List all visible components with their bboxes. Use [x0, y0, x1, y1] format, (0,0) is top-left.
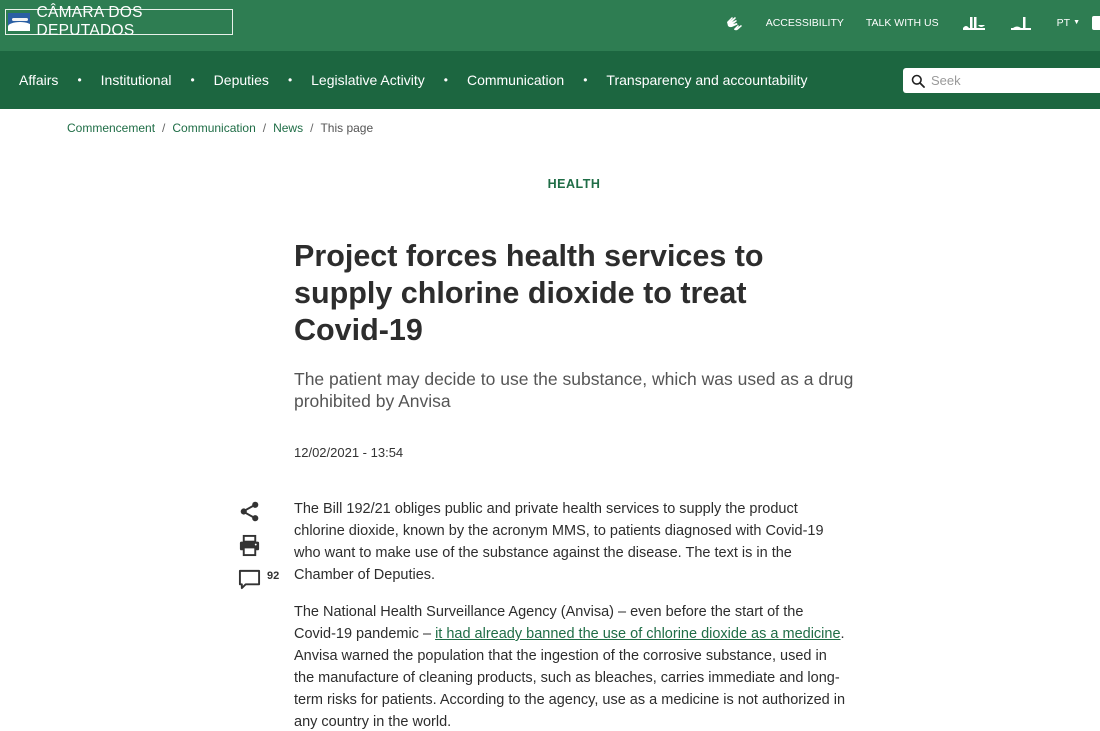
nav-item-legislative-activity[interactable]: Legislative Activity — [311, 72, 425, 88]
building-link-2[interactable] — [1009, 14, 1035, 32]
article-paragraph-1: The Bill 192/21 obliges public and private health services to supply the product chlorine dioxide, known by the acronym MMS, to patients diagnosed with Covid-19 who want to make use of the substance against the disease. The text is in the Chamber of Deputies. — [294, 501, 824, 583]
nav-separator: • — [583, 73, 588, 87]
nav-item-institutional[interactable]: Institutional — [100, 72, 172, 88]
nav-separator: • — [443, 73, 448, 87]
paragraph-2-text-end: . Anvisa warned the population that the ingestion of the corrosive substance, used in the manufacture of cleaning products, such as bleaches, carries immediate and long-term risks for patients. According to the agency, use as a medicine is not authorized in any country in the world. — [294, 626, 846, 730]
article-title: Project forces health services to supply chlorine dioxide to treat Covid-19 — [294, 239, 764, 347]
comment-count: 92 — [267, 569, 280, 582]
article-subtitle: The patient may decide to use the substance, which was used as a drug prohibited by Anvisa — [294, 369, 854, 411]
article-category[interactable]: HEALTH — [547, 177, 601, 191]
search-box — [903, 68, 1100, 93]
language-label: PT — [1056, 16, 1071, 29]
nav-separator: • — [77, 73, 82, 87]
nav-item-deputies[interactable]: Deputies — [213, 72, 269, 88]
breadcrumb-current: This page — [320, 121, 374, 135]
building-icon — [961, 14, 987, 32]
breadcrumb-commencement[interactable]: Commencement — [67, 121, 156, 135]
breadcrumb-communication[interactable]: Communication — [172, 121, 256, 135]
search-icon[interactable] — [911, 74, 925, 88]
comments-button[interactable] — [238, 568, 288, 591]
nav-separator: • — [190, 73, 195, 87]
breadcrumb-separator: / — [310, 121, 314, 135]
sign-language-button[interactable] — [724, 13, 744, 33]
top-bar — [0, 0, 1100, 51]
talk-with-us-link[interactable]: TALK WITH US — [865, 16, 939, 29]
article-body — [294, 498, 846, 731]
building-link-1[interactable] — [961, 14, 987, 32]
paragraph-2-text-start: The National Health Surveillance Agency (Anvisa) – even before the start of the Covid-19 pandemic – — [294, 604, 804, 642]
logo-emblem-icon — [8, 13, 30, 31]
article-paragraph-2 — [294, 601, 846, 731]
building-icon — [1009, 14, 1035, 32]
language-selector[interactable] — [1057, 17, 1080, 29]
logo-text: CÂMARA DOS DEPUTADOS — [36, 4, 143, 39]
breadcrumb-separator: / — [162, 121, 166, 135]
breadcrumb — [67, 121, 373, 135]
accessibility-link[interactable]: ACCESSIBILITY — [765, 16, 844, 29]
share-icon — [238, 500, 261, 523]
top-actions — [702, 0, 1100, 45]
comment-icon — [238, 568, 261, 591]
chevron-down-icon: ▼ — [1073, 19, 1080, 26]
share-button[interactable] — [238, 500, 288, 523]
main-nav — [19, 51, 807, 109]
sign-language-icon — [724, 13, 744, 33]
print-button[interactable] — [238, 534, 288, 557]
site-logo[interactable] — [5, 4, 233, 39]
article-tools — [238, 500, 288, 602]
search-input[interactable] — [931, 73, 1081, 88]
nav-item-transparency[interactable]: Transparency and accountability — [606, 72, 808, 88]
nav-item-affairs[interactable]: Affairs — [19, 72, 59, 88]
nav-item-communication[interactable]: Communication — [466, 72, 565, 88]
overflow-menu-edge[interactable] — [1092, 16, 1100, 30]
nav-separator: • — [287, 73, 293, 87]
article-date: 12/02/2021 - 13:54 — [294, 445, 404, 460]
print-icon — [238, 534, 261, 557]
anvisa-ban-link[interactable]: it had already banned the use of chlorine dioxide as a medicine — [435, 626, 841, 642]
breadcrumb-news[interactable]: News — [273, 121, 304, 135]
breadcrumb-separator: / — [262, 121, 267, 135]
